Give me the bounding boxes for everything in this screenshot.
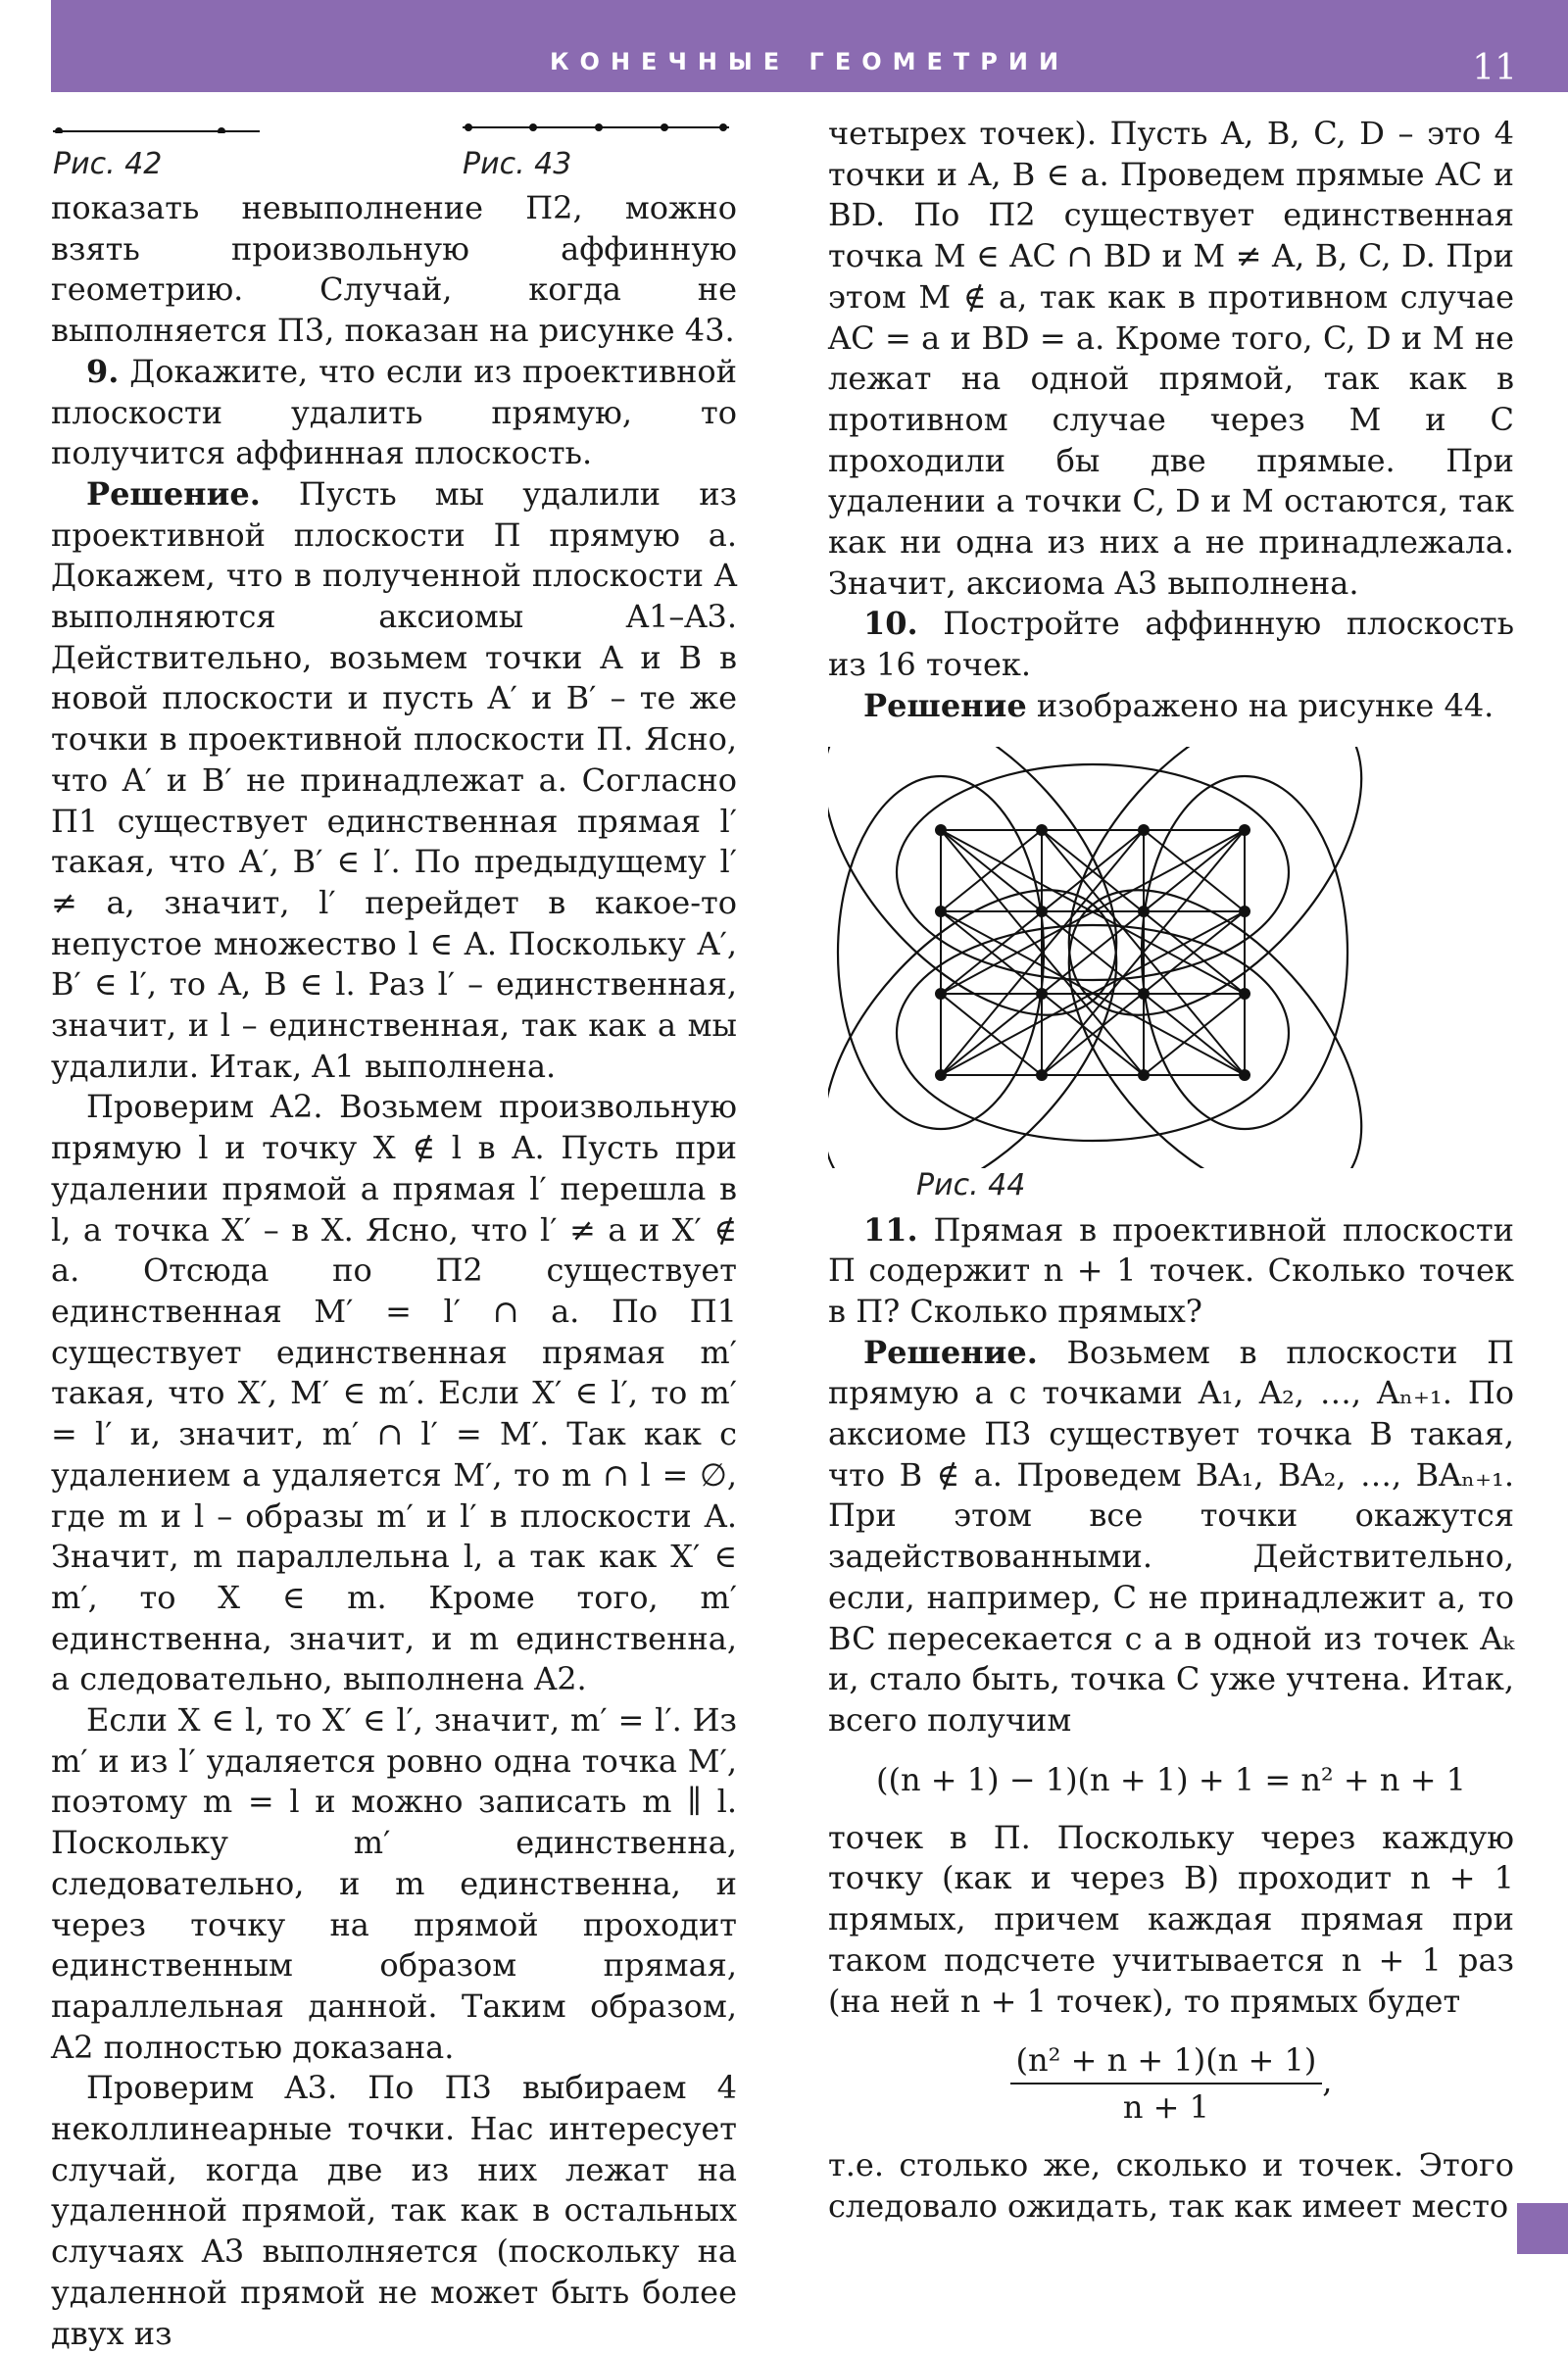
fraction-numerator: (n² + n + 1)(n + 1) xyxy=(1010,2041,1323,2084)
paragraph: т.е. столько же, сколько и точек. Этого следовало ожидать, так как имеет место xyxy=(828,2146,1514,2225)
figures-42-43 xyxy=(51,114,737,182)
running-title: КОНЕЧНЫЕ ГЕОМЕТРИИ xyxy=(549,48,1070,75)
solution-10 xyxy=(828,686,1514,727)
problem-10 xyxy=(828,604,1514,685)
problem-text: Докажите, что если из проективной плоскости удалить прямую, то получится аффинная плоскость. xyxy=(51,352,737,472)
figure-42-line xyxy=(51,114,262,133)
figure-42-caption: Рис. 42 xyxy=(53,147,163,181)
solution-label: Решение. xyxy=(863,1333,1038,1371)
figure-43-caption: Рис. 43 xyxy=(463,147,572,181)
fraction-denominator: n + 1 xyxy=(1122,2088,1209,2127)
paragraph: Если X ∈ l, то X′ ∈ l′, значит, m′ = l′. Из m′ и из l′ удаляется ровно одна точка M′, поэтому m = l и можно записать m ∥ l. Поскольку m′ единственна, следовательно, и m единственна, и через точку на прямой проходит единственным образом прямая, параллельная данной. Таким образом, A2 полностью доказана. xyxy=(51,1701,737,2066)
formula-comma: , xyxy=(1322,2062,1333,2100)
formula-lines-count xyxy=(828,2041,1514,2126)
right-column xyxy=(828,114,1514,2228)
figure-44-affine-plane xyxy=(828,747,1514,1168)
figure-44-caption: Рис. 44 xyxy=(916,1167,1026,1202)
left-column xyxy=(51,114,737,2354)
problem-text: Прямая в проективной плоскости П содержит n + 1 точек. Сколько точек в П? Сколько прямых? xyxy=(828,1210,1514,1330)
problem-11 xyxy=(828,1210,1514,1333)
page-number: 11 xyxy=(1472,48,1517,88)
problem-number: 10. xyxy=(863,605,918,643)
problem-number: 11. xyxy=(863,1210,918,1249)
solution-text: Возьмем в плоскости П прямую a с точками A₁, A₂, …, Aₙ₊₁. По аксиоме П3 существует точка B такая, что B ∉ a. Проведем BA₁, BA₂, …, BAₙ₊₁. При этом все точки окажутся задействованными. Действительно, если, например, C не принадлежит a, то BC пересекается с a в одной из точек Aₖ и, стало быть, точка C уже учтена. Итак, всего получим xyxy=(828,1333,1514,1739)
paragraph: Проверим A2. Возьмем произвольную прямую l и точку X ∉ l в A. Пусть при удалении прямой a прямая l′ перешла в l, а точка X′ – в X. Ясно, что l′ ≠ a и X′ ∉ a. Отсюда по П2 существует единственная M′ = l′ ∩ a. По П1 существует единственная прямая m′ такая, что X′, M′ ∈ m′. Если X′ ∈ l′, то m′ = l′ и, значит, m′ ∩ l′ = M′. Так как с удалением a удаляется M′, то m ∩ l = ∅, где m и l – образы m′ и l′ в плоскости A. Значит, m параллельна l, а так как X′ ∈ m′, то X ∈ m. Кроме того, m′ единственна, значит, и m единственна, а следовательно, выполнена A2. xyxy=(51,1088,737,1698)
problem-text: Постройте аффинную плоскость из 16 точек. xyxy=(828,605,1514,684)
formula-points-count: ((n + 1) − 1)(n + 1) + 1 = n² + n + 1 xyxy=(875,1760,1467,1798)
page-header xyxy=(51,0,1568,92)
solution-text: Пусть мы удалили из проективной плоскости П прямую a. Докажем, что в полученной плоскости A выполняются аксиомы A1–A3. Действительно, возьмем точки A и B в новой плоскости и пусть A′ и B′ – те же точки в проективной плоскости П. Ясно, что A′ и B′ не принадлежат a. Согласно П1 существует единственная прямая l′ такая, что A′, B′ ∈ l′. По предыдущему l′ ≠ a, значит, l′ перейдет в какое-то непустое множество l ∈ A. Поскольку A′, B′ ∈ l′, то A, B ∈ l. Раз l′ – единственная, значит, и l – единственная, так как a мы удалили. Итак, A1 выполнена. xyxy=(51,474,737,1085)
solution-9 xyxy=(51,474,737,1088)
page-corner-tab xyxy=(1517,2203,1568,2254)
fraction xyxy=(1010,2041,1323,2126)
paragraph: четырех точек). Пусть A, B, C, D – это 4 точки и A, B ∈ a. Проведем прямые AC и BD. По П2 существует единственная точка M ∈ AC ∩ BD и M ≠ A, B, C, D. При этом M ∉ a, так как в противном случае AC = a и BD = a. Кроме того, C, D и M не лежат на одной прямой, так как в противном случае через M и C проходили бы две прямые. При удалении a точки C, D и M остаются, так как ни одна из них a не принадлежала. Значит, аксиома A3 выполнена. xyxy=(828,115,1514,602)
solution-label: Решение xyxy=(863,686,1027,724)
problem-9 xyxy=(51,352,737,474)
solution-label: Решение. xyxy=(86,474,261,513)
paragraph: Проверим A3. По П3 выбираем 4 неколлинеарные точки. Нас интересует случай, когда две из них лежат на удаленной прямой, так как в остальных случаях A3 выполняется (поскольку на удаленной прямой не может быть более двух из xyxy=(51,2069,737,2352)
paragraph: точек в П. Поскольку через каждую точку (как и через B) проходит n + 1 прямых, причем каждая прямая при таком подсчете учитывается n + 1 раз (на ней n + 1 точек), то прямых будет xyxy=(828,1818,1514,2020)
problem-number: 9. xyxy=(86,352,120,390)
paragraph: показать невыполнение П2, можно взять произвольную аффинную геометрию. Случай, когда не выполняется П3, показан на рисунке 43. xyxy=(51,189,737,350)
solution-11 xyxy=(828,1333,1514,1741)
figure-43-line xyxy=(461,114,731,133)
solution-text: изображено на рисунке 44. xyxy=(1026,686,1494,724)
